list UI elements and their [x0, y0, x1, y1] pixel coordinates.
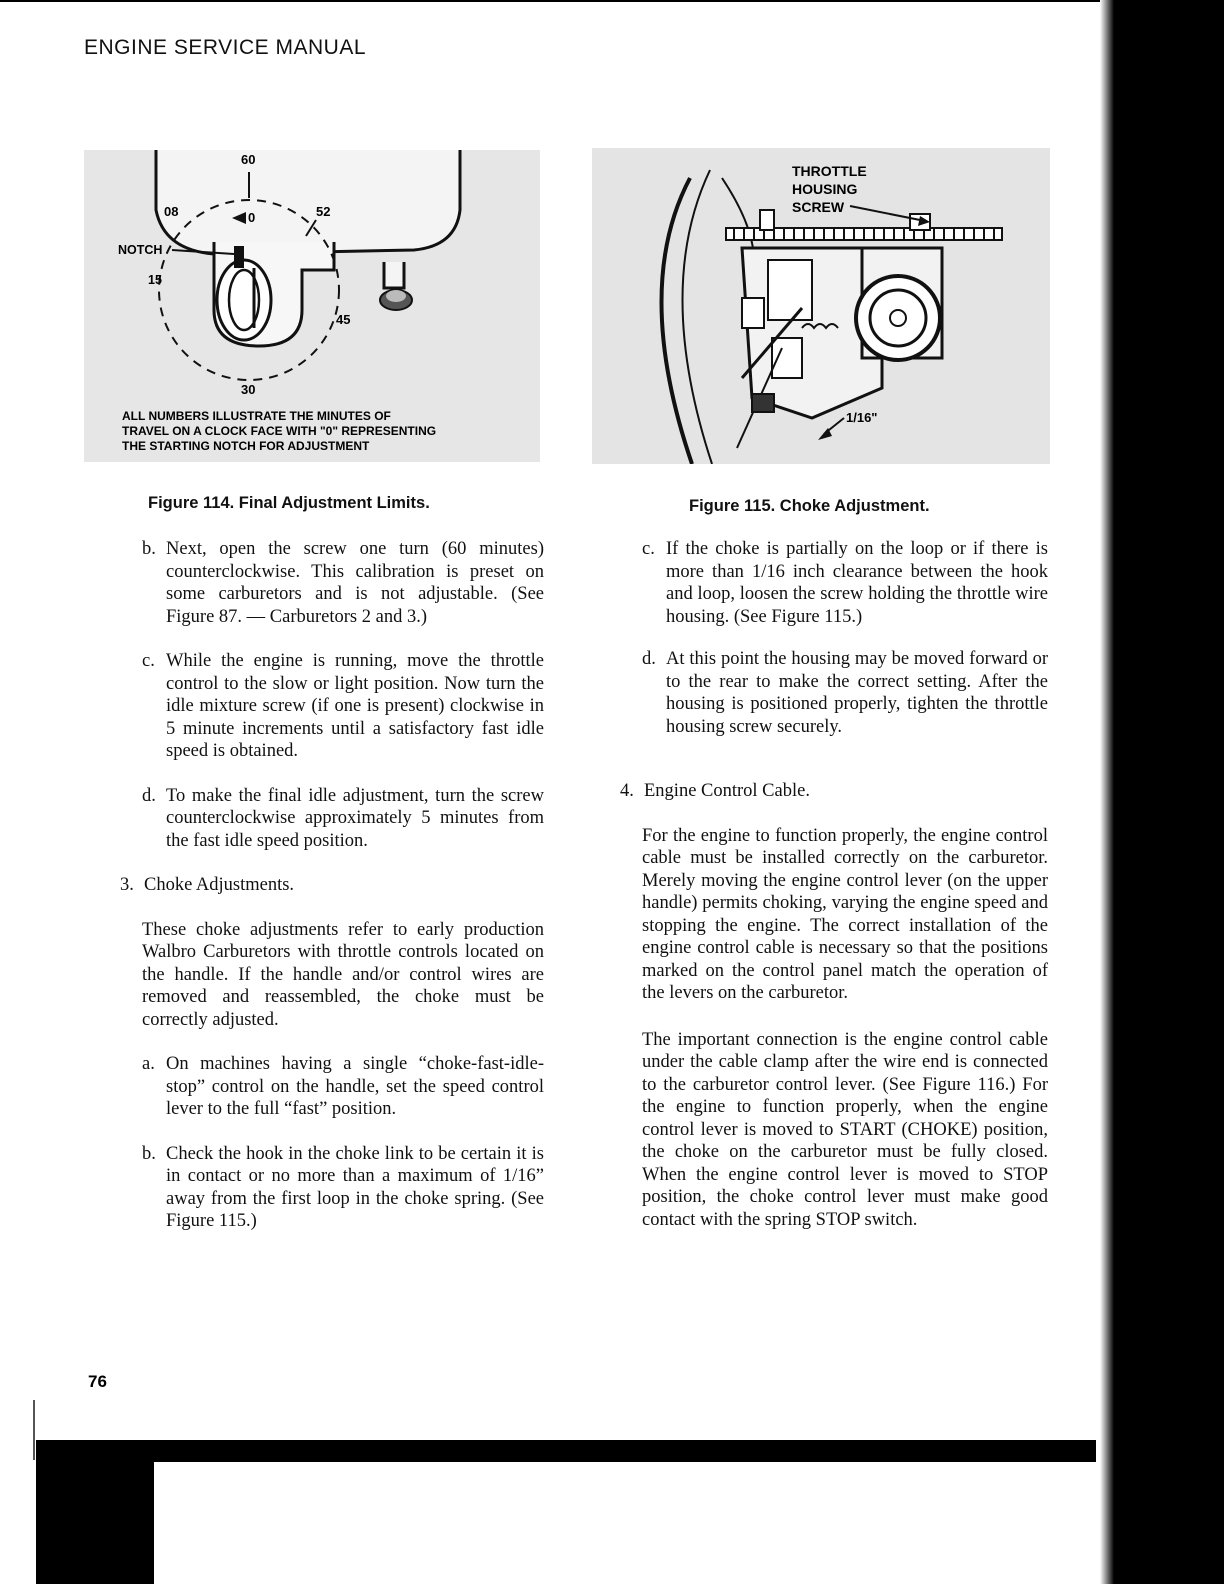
- fig114-label-0: 0: [248, 210, 256, 225]
- step-d-final-idle: [120, 785, 544, 853]
- list-label: c.: [642, 539, 655, 559]
- section-4-heading: [620, 780, 1048, 803]
- list-label: c.: [142, 651, 155, 671]
- fig115-label-screw: SCREW: [792, 199, 845, 215]
- section-title: Engine Control Cable.: [644, 781, 810, 801]
- figure-115-svg: [592, 148, 1050, 464]
- section-4-paragraph-2: The important connection is the engine control cable under the cable clamp after the wire end is connected to the carburetor control lever. (See Figure 116.) For the engine to function properly, when the engine control lever is moved to START (CHOKE) position, the choke on the carburetor must be fully closed. When the engine control lever is moved to STOP position, the choke control lever must make good contact with the spring STOP switch.: [642, 1029, 1048, 1230]
- step-a-speed-control: [120, 1053, 544, 1121]
- list-label: b.: [142, 539, 156, 559]
- scan-right-edge: [1114, 0, 1224, 1584]
- fig114-note-line-3: THE STARTING NOTCH FOR ADJUSTMENT: [122, 439, 370, 453]
- section-3-intro: These choke adjustments refer to early production Walbro Carburetors with throttle controls located on the handle. If the handle and/or control wires are removed and reassembled, the choke must be correctly adjusted.: [142, 919, 544, 1030]
- fig114-note-line-2: TRAVEL ON A CLOCK FACE WITH "0" REPRESENTING: [122, 424, 437, 438]
- fig115-label-housing: HOUSING: [792, 181, 858, 197]
- list-text: Check the hook in the choke link to be certain it is in contact or no more than a maximum of 1/16” away from the first loop in the choke spring. (See Figure 115.): [166, 1143, 544, 1231]
- fig114-label-30: 30: [241, 382, 256, 397]
- fig114-label-52: 52: [316, 204, 331, 219]
- list-text: At this point the housing may be moved forward or to the rear to make the correct setting. After the housing is positioned properly, tighten the throttle housing screw securely.: [666, 649, 1048, 737]
- fig115-label-clearance: 1/16": [846, 410, 878, 425]
- figure-114-svg: [84, 150, 540, 462]
- step-c-idle-mixture: [120, 650, 544, 763]
- step-b-check-hook: [120, 1143, 544, 1233]
- fig115-label-throttle: THROTTLE: [792, 163, 867, 179]
- figure-114-caption: Figure 114. Final Adjustment Limits.: [148, 494, 430, 512]
- page-number: 76: [88, 1372, 107, 1391]
- fig114-label-60: 60: [241, 152, 256, 167]
- scan-bottom-bar: [36, 1440, 1096, 1462]
- top-border: [0, 0, 1100, 2]
- step-d-move-housing: [620, 648, 1048, 738]
- list-label: d.: [642, 649, 656, 669]
- figure-115-caption: Figure 115. Choke Adjustment.: [689, 497, 930, 515]
- scan-left-line: [33, 1400, 35, 1460]
- fig114-label-45: 45: [336, 312, 351, 327]
- step-c-loosen-screw: [620, 538, 1048, 628]
- fig114-label-notch: NOTCH: [118, 243, 163, 257]
- left-column: [120, 538, 544, 1233]
- scan-edge-shadow: [1100, 0, 1114, 1584]
- figure-114-illustration: [84, 150, 540, 462]
- list-text: To make the final idle adjustment, turn the screw counterclockwise approximately 5 minutes from the fast idle speed position.: [166, 785, 544, 851]
- section-number: 4.: [620, 781, 634, 801]
- list-text: If the choke is partially on the loop or if there is more than 1/16 inch clearance between the hook and loop, loosen the screw holding the throttle wire housing. (See Figure 115.): [666, 539, 1048, 627]
- scan-bottom-left-block: [36, 1440, 154, 1584]
- list-label: b.: [142, 1143, 156, 1164]
- list-text: While the engine is running, move the throttle control to the slow or light position. Now turn the idle mixture screw (if one is present) clockwise in 5 minute increments until a satisfactory fast idle speed is obtained.: [166, 651, 544, 761]
- fig114-label-15: 15: [148, 273, 162, 287]
- step-b-open-screw: [120, 538, 544, 628]
- list-text: On machines having a single “choke-fast-idle-stop” control on the handle, set the speed control lever to the full “fast” position.: [166, 1054, 544, 1119]
- section-title: Choke Adjustments.: [144, 875, 295, 895]
- fig114-label-08: 08: [164, 204, 179, 219]
- list-label: d.: [142, 785, 156, 806]
- right-column: [620, 538, 1048, 1231]
- figure-115-illustration: [592, 148, 1050, 464]
- manual-header: ENGINE SERVICE MANUAL: [84, 36, 367, 59]
- section-number: 3.: [120, 875, 134, 895]
- list-label: a.: [142, 1054, 155, 1074]
- section-3-heading: [120, 874, 544, 897]
- section-4-paragraph-1: For the engine to function properly, the engine control cable must be installed correctly on the carburetor. Merely moving the engine control lever (on the upper handle) permits choking, varying the engine speed and stopping the engine. The correct installation of the engine control cable is necessary so that the positions marked on the control panel match the operation of the levers on the carburetor.: [642, 825, 1048, 1003]
- list-text: Next, open the screw one turn (60 minutes) counterclockwise. This calibration is preset on some carburetors and is not adjustable. (See Figure 87. — Carburetors 2 and 3.): [166, 539, 544, 627]
- fig114-note-line-1: ALL NUMBERS ILLUSTRATE THE MINUTES OF: [122, 409, 391, 423]
